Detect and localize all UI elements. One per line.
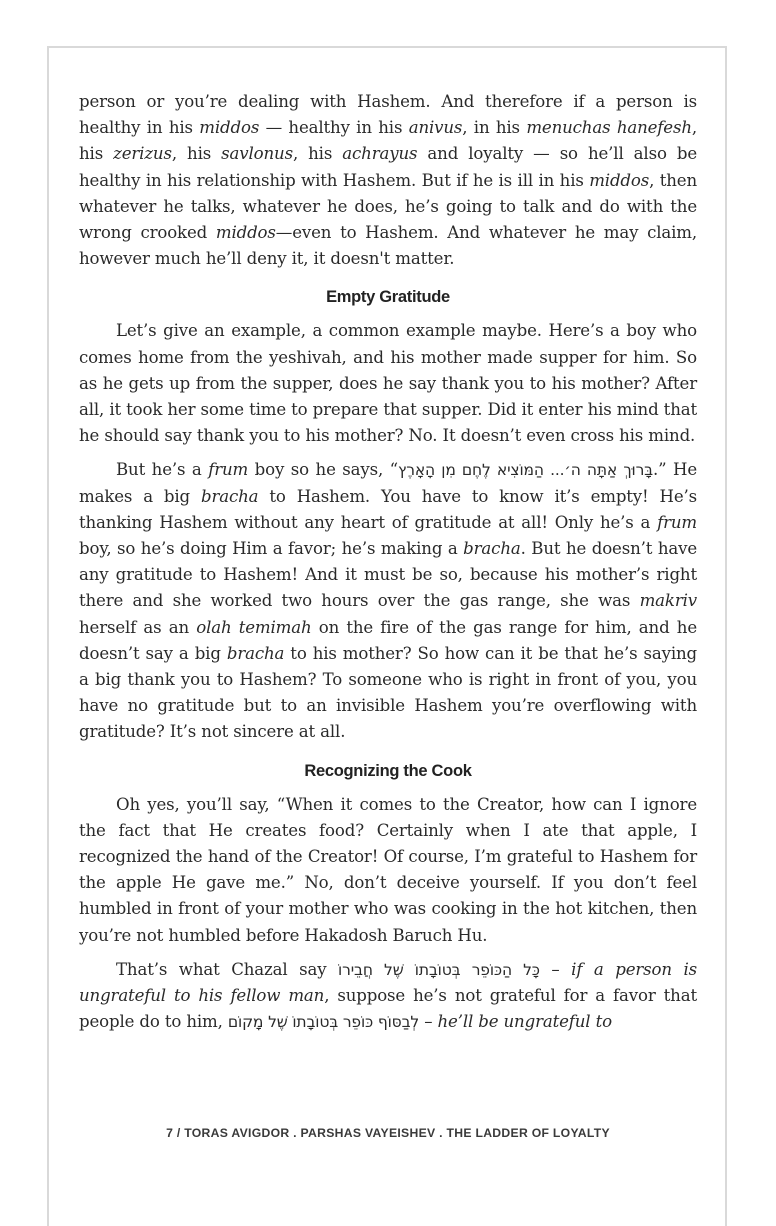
text-run: – [539, 959, 572, 979]
text-run: , his [292, 144, 343, 164]
italic-term: achrayus [342, 144, 418, 164]
text-run: on the fire of the gas range for him, and he doesn’t say a big [79, 617, 697, 663]
italic-term: frum [657, 512, 697, 532]
text-run: person or you’re dealing with Hashem. And therefore if a person is healthy in his [79, 92, 697, 138]
section-heading-recognizing-the-cook: Recognizing the Cook [304, 761, 472, 780]
paragraph-4: Oh yes, you’ll say, “When it comes to the Creator, how can I ignore the fact that He creates food? Certainly when I ate that apple, I recognized the hand of the Creator! Of course, I’m grateful to Hashem for the apple He gave me.” No, don’t deceive yourself. If you don’t feel humbled in front of your mother who was cooking in the hot kitchen, then you’re not humbled before Hakadosh Baruch Hu. [79, 794, 697, 945]
hebrew-quote: כָּל הַכּוֹפֵר בְּטוֹבָתוֹ שֶׁל חֲבֵירוֹ [338, 960, 540, 979]
italic-term: olah temimah [196, 617, 312, 637]
paragraph-5 [79, 957, 697, 1036]
text-run: —even to Hashem. And whatever he may claim, however much he’ll deny it, it doesn't matter. [79, 223, 698, 269]
paragraph-2: Let’s give an example, a common example maybe. Here’s a boy who comes home from the yeshivah, and his mother made supper for him. So as he gets up from the supper, does he say thank you to his mother? After all, it took her some time to prepare that supper. Did it enter his mind that he should say thank you to his mother? No. It doesn’t even cross his mind. [79, 321, 697, 446]
italic-term: middos [589, 170, 650, 190]
text-run: boy, so he’s doing Him a favor; he’s making a [79, 539, 464, 559]
text-run: , in his [462, 118, 527, 138]
italic-term: bracha [201, 486, 259, 506]
text-run: to Hashem. You have to know it’s empty! He’s thanking Hashem without any heart of gratitude at all! Only he’s a [79, 486, 697, 532]
text-run: to his mother? So how can it be that he’s saying a big thank you to Hashem? To someone who is right in front of you, you have no gratitude but to an invisible Hashem you’re overflowing with gratitude? It’s not sincere at all. [79, 643, 697, 742]
italic-term: anivus [408, 118, 463, 138]
paragraph-3 [79, 457, 697, 745]
italic-term: frum [208, 460, 249, 480]
italic-term: bracha [226, 643, 285, 663]
page-content [79, 89, 697, 1044]
italic-term: middos [215, 223, 276, 243]
text-run: . But he doesn’t have any gratitude to Hashem! And it must be so, because his mother’s right there and she worked two hours over the gas range, she was [79, 539, 697, 611]
text-run: , suppose he’s not grateful for a favor that people do to him, [79, 986, 697, 1032]
running-footer: 7 / TORAS AVIGDOR . PARSHAS VAYEISHEV . THE LADDER OF LOYALTY [166, 1126, 610, 1140]
hebrew-quote: בָּרוּךְ אַתָּה ה׳... הַמּוֹצִיא לֶחֶם מִן הָאָרֶץ [398, 461, 653, 480]
text-run: boy so he says, “ [248, 460, 399, 480]
italic-term: savlonus [221, 144, 293, 164]
text-run: – [419, 1012, 438, 1032]
italic-term: middos [199, 118, 260, 138]
italic-term: zerizus [113, 144, 172, 164]
italic-term: menuchas hanefesh [526, 118, 692, 138]
italic-translation: he’ll be ungrateful to [437, 1012, 612, 1032]
text-run: That’s what Chazal say [116, 959, 339, 979]
italic-term: makriv [639, 591, 697, 611]
italic-translation: if a person is ungrateful to his fellow man [79, 959, 697, 1006]
italic-term: bracha [463, 539, 521, 559]
hebrew-quote: לְבַסּוֹף כּוֹפֵר בְּטוֹבָתוֹ שֶׁל מָקוֹם [227, 1013, 420, 1032]
paragraph-1 [79, 89, 697, 272]
text-run: , then whatever he talks, whatever he does, he’s going to talk and do with the wrong crooked [79, 170, 697, 243]
text-run: .” He makes a big [79, 460, 698, 506]
text-run: But he’s a [116, 460, 209, 480]
text-run: — healthy in his [259, 118, 409, 138]
text-run: , his [171, 144, 222, 164]
text-run: herself as an [79, 617, 197, 637]
section-heading-empty-gratitude: Empty Gratitude [326, 288, 450, 307]
text-run: , his [79, 118, 697, 164]
text-run: and loyalty — so he’ll also be healthy in his relationship with Hashem. But if he is ill in his [79, 144, 698, 190]
